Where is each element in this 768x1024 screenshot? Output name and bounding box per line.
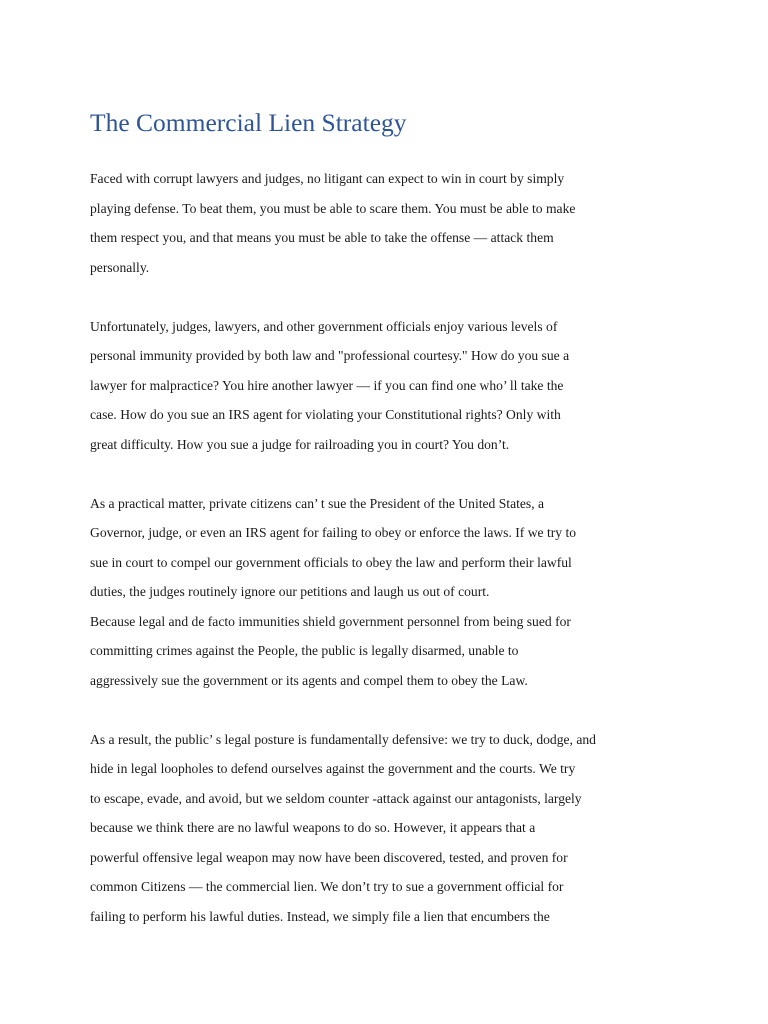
paragraph-spacer [90, 459, 690, 489]
paragraph-3 [90, 489, 690, 696]
text-line: to escape, evade, and avoid, but we seldom counter -attack against our antagonists, largely [90, 790, 582, 806]
text-line: powerful offensive legal weapon may now have been discovered, tested, and proven for [90, 849, 568, 865]
text-line: duties, the judges routinely ignore our petitions and laugh us out of court. [90, 584, 490, 599]
paragraph-spacer [90, 282, 690, 312]
text-line: playing defense. To beat them, you must be able to scare them. You must be able to make [90, 200, 576, 216]
paragraph-spacer [90, 695, 690, 725]
text-line: personally. [90, 259, 150, 275]
text-line: committing crimes against the People, the public is legally disarmed, unable to [90, 643, 519, 658]
paragraph-1 [90, 164, 690, 282]
text-line: As a practical matter, private citizens can’ t sue the President of the United States, a [90, 495, 545, 511]
text-line: them respect you, and that means you must be able to take the offense — attack them [90, 230, 554, 245]
text-line: sue in court to compel our government officials to obey the law and perform their lawful [90, 554, 572, 570]
text-line: Faced with corrupt lawyers and judges, no litigant can expect to win in court by simply [90, 171, 565, 186]
text-line: common Citizens — the commercial lien. We don’t try to sue a government official for [90, 879, 564, 894]
text-line: Because legal and de facto immunities shield government personnel from being sued for [90, 613, 571, 629]
document-title: The Commercial Lien Strategy [90, 108, 407, 137]
text-line: hide in legal loopholes to defend ourselves against the government and the courts. We try [90, 761, 576, 776]
text-line: As a result, the public’ s legal posture is fundamentally defensive: we try to duck, dodge, and [90, 731, 596, 747]
paragraph-2 [90, 312, 690, 460]
text-line: aggressively sue the government or its agents and compel them to obey the Law. [90, 672, 528, 688]
text-line: because we think there are no lawful weapons to do so. However, it appears that a [90, 820, 536, 835]
paragraph-4 [90, 725, 690, 932]
text-line: lawyer for malpractice? You hire another lawyer — if you can find one who’ ll take the [90, 377, 564, 393]
text-line: great difficulty. How you sue a judge for railroading you in court? You don’t. [90, 436, 510, 452]
text-line: failing to perform his lawful duties. Instead, we simply file a lien that encumbers the [90, 908, 550, 924]
text-line: personal immunity provided by both law and "professional courtesy." How do you sue a [90, 348, 570, 363]
text-line: Governor, judge, or even an IRS agent for failing to obey or enforce the laws. If we try to [90, 525, 577, 540]
text-line: Unfortunately, judges, lawyers, and other government officials enjoy various levels of [90, 318, 558, 334]
text-line: case. How do you sue an IRS agent for violating your Constitutional rights? Only with [90, 407, 561, 422]
document-body [90, 164, 690, 931]
